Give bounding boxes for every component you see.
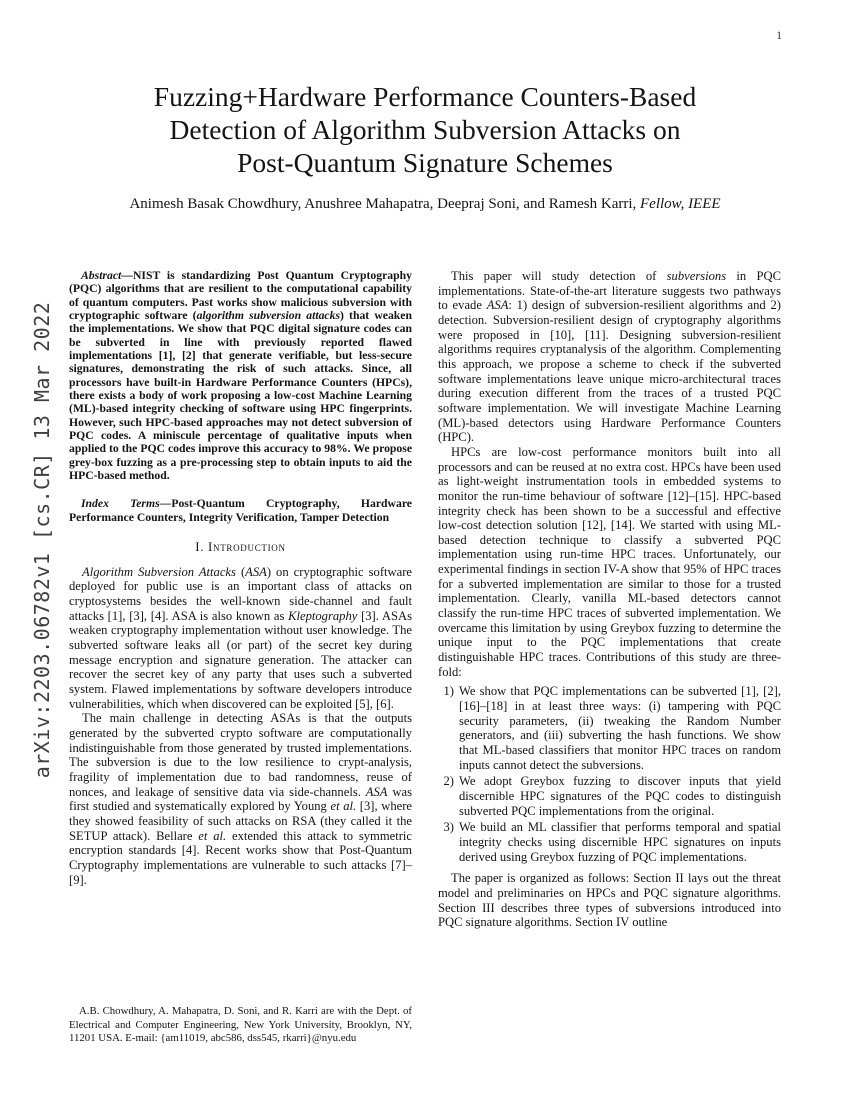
body-paragraph: The main challenge in detecting ASAs is that the outputs generated by the subverted crypto software are computationally indistinguishable from those generated by trusted implementations. The subversion is due to the low resilience to crypt-analysis, fragility of implementation due to bad randomness, reuse of nonces, and leakage of sensitive data via side-channels. ASA was first studied and systematically explored by Young et al. [3], where they showed feasibility of such attacks on RSA (they called it the SETUP attack). Bellare et al. extended this attack to symmetric encryption standards [4]. Recent works show that Post-Quantum Cryptography implementations are vulnerable to such attacks [7]–[9]. [69, 711, 413, 887]
paper-header [70, 80, 780, 213]
body-paragraph: Algorithm Subversion Attacks (ASA) on cryptographic software deployed for public use is an important class of attacks on cryptosystems besides the well-known side-channel and fault attacks [1], [3], [4]. ASA is also known as Kleptography [3]. ASAs weaken cryptography implementation without user knowledge. The subverted software leaks all (or part) of the secret key during message encryption and signature generation. The attacker can recover the secret key of any party that uses such a subverted system. Flawed implementations by software developers introduce vulnerabilities, which when discovered can be exploited [5], [6]. [69, 564, 413, 711]
list-text: We adopt Greybox fuzzing to discover inputs that yield discernible HPC signatures of the PQC codes to distinguish subverted PQC implementations from the original. [459, 774, 781, 818]
abstract-text: NIST is standardizing Post Quantum Cryptography (PQC) algorithms that are resilient to the computational capability of quantum computers. Past works show malicious subversion with cryptographic software (algorithm subversion attacks) that weaken the implementations. We show that PQC digital signature codes can be subverted in line with previously reported flawed implementations [1], [2] that generate verifiable, but less-secure signatures, demonstrating the risk of such attacks. Since, all processors have built-in Hardware Performance Counters (HPCs), there exists a body of work proposing a low-cost Machine Learning (ML)-based integrity checking of software using HPC fingerprints. However, such HPC-based approaches may not detect subversion of PQC codes. A miniscule percentage of qualitative inputs when applied to the PQC codes improve this accuracy to 98%. We propose grey-box fuzzing as a pre-processing step to obtain inputs to aid the HPC-based method. [69, 269, 412, 482]
section-heading-introduction: I. Introduction [195, 539, 286, 554]
column-right [438, 269, 781, 1047]
body-paragraph: HPCs are low-cost performance monitors built into all processors and can be reused at no extra cost. HPCs have been used as light-weight instrumentation tools in embedded systems to monitor the run-time behaviour of software [12]–[15]. HPC-based integrity check has been shown to be a successful and effective low-cost detection solution [12], [14]. We started with using ML-based detection technique to classify a subverted PQC implementation using run-time HPC traces. Unfortunately, our experimental findings in section IV-A show that 95% of HPC traces for a subverted implementation are similar to those for a trusted implementation. Clearly, vanilla ML-based detectors cannot classify the run-time HPC traces of subverted implementation. We overcame this limitation by using Greybox fuzzing to determine the unique input to the PQC implementations that create distinguishable HPC traces. Contributions of this study are three-fold: [438, 444, 781, 679]
paper-title [70, 80, 780, 179]
title-line: Detection of Algorithm Subversion Attacks on [169, 114, 681, 145]
two-column-body [69, 269, 781, 1047]
index-terms-label: Index Terms— [81, 497, 172, 511]
title-line: Post-Quantum Signature Schemes [237, 147, 613, 178]
author-footnote: A.B. Chowdhury, A. Mahapatra, D. Soni, and R. Karri are with the Dept. of Electrical and Computer Engineering, New York University, Brooklyn, NY, 11201 USA. E-mail: {am11019, abc586, dss545, rkarri}@nyu.edu [69, 1005, 412, 1044]
index-terms-text: Post-Quantum Cryptography, Hardware Performance Counters, Integrity Verification, Tamper Detection [69, 497, 412, 524]
arxiv-watermark: arXiv:2203.06782v1 [cs.CR] 13 Mar 2022 [30, 301, 54, 779]
list-number: 2) [443, 774, 454, 789]
list-text: We show that PQC implementations can be subverted [1], [2], [16]–[18] in at least three ways: (i) tampering with PQC security parameters, (ii) tweaking the Random Number generators, and (iii) subverting the hash functions. We show that ML-based classifiers that monitor HPC traces on random inputs cannot detect the subversions. [459, 684, 781, 772]
index-terms-paragraph [69, 497, 412, 524]
list-item [438, 820, 781, 864]
body-paragraph: This paper will study detection of subversions in PQC implementations. State-of-the-art literature suggests two pathways to evade ASA: 1) design of subversion-resilient algorithms and 2) detection. Subversion-resilient design of cryptography algorithms were proposed in [10], [11]. Designing subversion-resilient algorithms requires cryptanalysis of the algorithm. Complementing this approach, we propose a scheme to check if the subverted software implementations leave unique micro-architectural traces during execution different from the traces of a trusted PQC software implementation. We will investigate Machine Learning (ML)-based detectors using Hardware Performance Counters (HPC). [438, 269, 782, 445]
list-item [438, 684, 781, 772]
list-number: 1) [443, 684, 454, 699]
abstract-label: Abstract— [81, 269, 133, 282]
title-line: Fuzzing+Hardware Performance Counters-Based [153, 81, 697, 112]
contributions-list [438, 684, 781, 864]
authors-line: Animesh Basak Chowdhury, Anushree Mahapatra, Deepraj Soni, and Ramesh Karri, Fellow, IEEE [129, 196, 721, 212]
abstract-paragraph [69, 269, 412, 482]
body-paragraph: The paper is organized as follows: Section II lays out the threat model and preliminaries on HPCs and PQC signature algorithms. Section III describes three types of subversions introduced into PQC signature algorithms. Section IV outline [438, 871, 781, 930]
page-number: 1 [776, 30, 782, 42]
list-item [438, 774, 781, 818]
column-left [69, 269, 412, 1047]
list-number: 3) [443, 820, 454, 835]
list-text: We build an ML classifier that performs temporal and spatial integrity checks using discernible HPC signatures on inputs derived using Greybox fuzzing of PQC implementations. [459, 820, 781, 864]
